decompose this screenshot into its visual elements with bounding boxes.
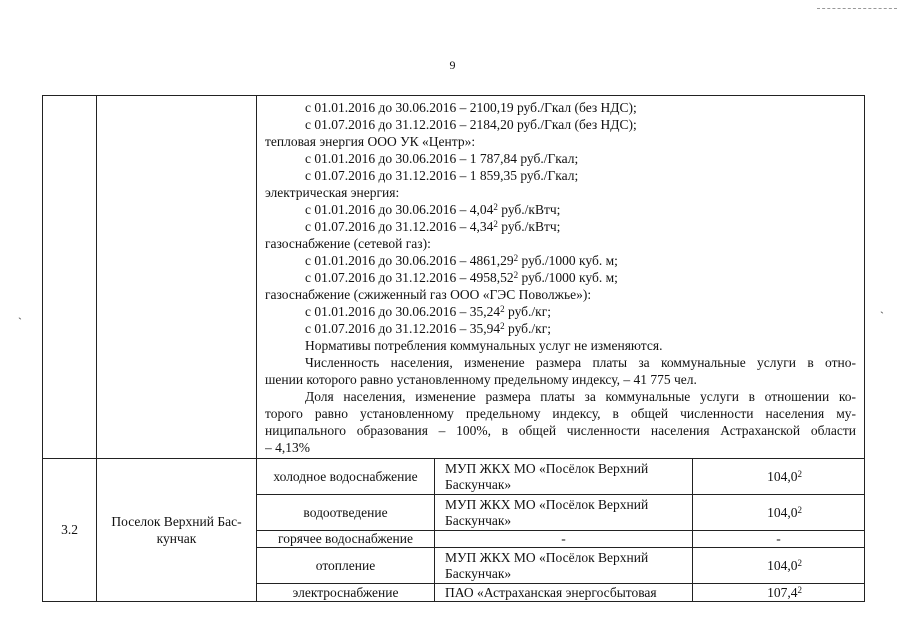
provider-name: - — [435, 531, 693, 548]
value-text: 104,0 — [767, 504, 798, 520]
service-name: электроснабжение — [257, 584, 435, 602]
service-name: водоотведение — [257, 495, 435, 531]
tariff-line — [265, 201, 856, 218]
settlement-name: Поселок Верхний Бас-кунчак — [97, 459, 257, 602]
value-text: - — [776, 531, 781, 546]
tariff-line: газоснабжение (сжиженный газ ООО «ГЭС Поволжье»): — [265, 287, 592, 302]
provider-name: МУП ЖКХ МО «Посёлок Верхний Баскунчак» — [435, 548, 693, 584]
tariff-line: ниципального образования – 100%, в общей численности населения Астраханской области — [265, 423, 856, 438]
tariff-line: с 01.01.2016 до 30.06.2016 – 1 787,84 руб./Гкал; — [305, 151, 579, 166]
tariff-line — [265, 218, 856, 235]
tariff-line-text: с 01.01.2016 до 30.06.2016 – 4,04 — [305, 202, 494, 217]
margin-mark-left: ˏ — [18, 306, 22, 320]
tariff-line: торого равно установленному предельному индексу, в общей численности населения му- — [265, 406, 856, 421]
footnote-mark: 2 — [493, 202, 498, 212]
footnote-mark: 2 — [500, 321, 505, 331]
continuation-row — [43, 96, 865, 459]
index-value — [693, 548, 865, 584]
tariff-line — [265, 269, 856, 286]
tariff-line: Доля населения, изменение размера платы за коммунальные услуги в отношении ко- — [305, 389, 856, 404]
index-value — [693, 531, 865, 548]
provider-name: МУП ЖКХ МО «Посёлок Верхний Баскунчак» — [435, 495, 693, 531]
provider-name: МУП ЖКХ МО «Посёлок Верхний Баскунчак» — [435, 459, 693, 495]
index-value — [693, 459, 865, 495]
value-text: 104,0 — [767, 468, 798, 484]
tariff-lines — [265, 99, 856, 456]
provider-name: ПАО «Астраханская энергосбытовая — [435, 584, 693, 602]
tariff-line-unit: руб./кВтч; — [497, 219, 561, 234]
tariff-line: электрическая энергия: — [265, 185, 400, 200]
tariff-line-unit: руб./кВтч; — [497, 202, 561, 217]
footnote-mark: 2 — [513, 253, 519, 263]
tariff-line: Численность населения, изменение размера платы за коммунальные услуги в отно- — [305, 355, 856, 370]
table-row — [43, 459, 865, 495]
tariff-line — [265, 303, 856, 320]
service-name: отопление — [257, 548, 435, 584]
tariff-line — [265, 252, 856, 269]
tariff-line-unit: руб./1000 куб. м; — [518, 253, 618, 268]
section-number: 3.2 — [43, 459, 97, 602]
tariff-text-cell — [257, 96, 865, 459]
index-value — [693, 584, 865, 602]
tariff-line-text: с 01.07.2016 до 31.12.2016 – 35,94 — [305, 321, 501, 336]
footnote-mark: 2 — [500, 304, 505, 314]
tariff-line-text: с 01.01.2016 до 30.06.2016 – 35,24 — [305, 304, 501, 319]
value-text: 107,4 — [767, 584, 798, 600]
tariff-line: с 01.01.2016 до 30.06.2016 – 2100,19 руб./Гкал (без НДС); — [305, 100, 637, 115]
tariff-line-unit: руб./1000 куб. м; — [518, 270, 618, 285]
tariff-line: газоснабжение (сетевой газ): — [265, 236, 431, 251]
footnote-mark: 2 — [493, 219, 498, 229]
index-value — [693, 495, 865, 531]
tariff-line-unit: руб./кг; — [504, 304, 551, 319]
tariff-line: тепловая энергия ООО УК «Центр»: — [265, 134, 476, 149]
tariff-line: с 01.07.2016 до 31.12.2016 – 2184,20 руб./Гкал (без НДС); — [305, 117, 637, 132]
tariff-line: – 4,13% — [265, 440, 310, 455]
footnote-mark: 2 — [513, 270, 519, 280]
tariff-line-text: с 01.07.2016 до 31.12.2016 – 4,34 — [305, 219, 494, 234]
tariff-line: шении которого равно установленному предельному индексу, – 41 775 чел. — [265, 372, 697, 387]
tariff-line-text: с 01.01.2016 до 30.06.2016 – 4861,29 — [305, 253, 514, 268]
tariff-line: Нормативы потребления коммунальных услуг не изменяются. — [305, 338, 663, 353]
value-text: 104,0 — [767, 557, 798, 573]
service-name: горячее водоснабжение — [257, 531, 435, 548]
empty-place-cell — [97, 96, 257, 459]
tariff-line: с 01.07.2016 до 31.12.2016 – 1 859,35 руб./Гкал; — [305, 168, 579, 183]
tariff-table — [42, 95, 865, 602]
tariff-line — [265, 320, 856, 337]
top-edge-mark — [817, 8, 897, 9]
margin-mark-right: ˏ — [880, 300, 884, 314]
tariff-line-text: с 01.07.2016 до 31.12.2016 – 4958,52 — [305, 270, 514, 285]
tariff-line-unit: руб./кг; — [504, 321, 551, 336]
empty-number-cell — [43, 96, 97, 459]
value-footnote: 2 — [797, 557, 802, 568]
service-name: холодное водоснабжение — [257, 459, 435, 495]
value-footnote: 2 — [797, 504, 802, 515]
value-footnote: 2 — [797, 584, 802, 595]
page-number: 9 — [449, 58, 456, 72]
value-footnote: 2 — [797, 468, 802, 479]
